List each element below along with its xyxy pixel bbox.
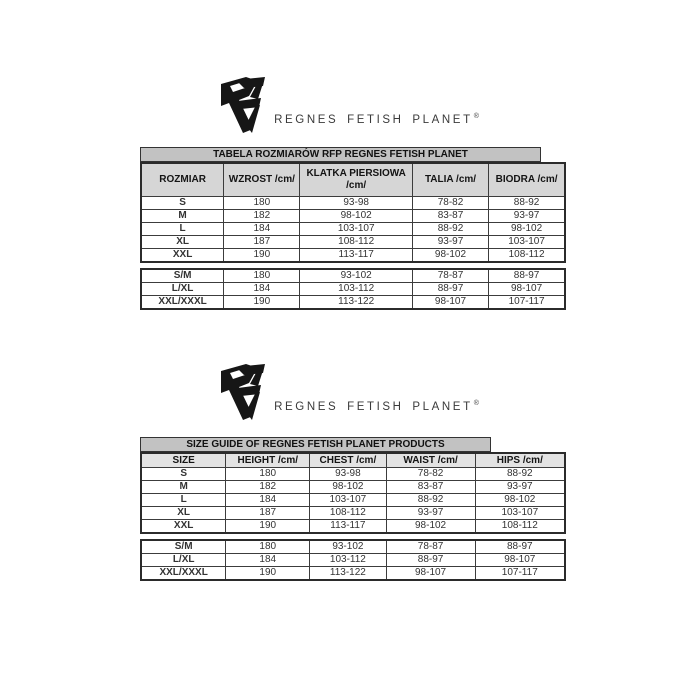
column-header-waist: WAIST /cm/ (386, 453, 475, 468)
value-cell: 83-87 (386, 481, 475, 494)
value-cell: 93-97 (475, 481, 565, 494)
value-cell: 93-102 (300, 269, 412, 283)
value-cell: 98-102 (475, 494, 565, 507)
value-cell: 98-102 (310, 481, 386, 494)
value-cell: 93-102 (310, 540, 386, 554)
value-cell: 98-107 (386, 567, 475, 581)
size-cell: XL (141, 507, 226, 520)
value-cell: 113-117 (310, 520, 386, 534)
value-cell: 98-102 (489, 223, 565, 236)
size-cell: XXL/XXXL (141, 296, 224, 310)
value-cell: 88-97 (386, 554, 475, 567)
size-cell: S/M (141, 269, 224, 283)
value-cell: 184 (226, 554, 310, 567)
value-cell: 88-92 (489, 197, 565, 210)
value-cell: 108-112 (475, 520, 565, 534)
table-row (141, 210, 565, 223)
value-cell: 83-87 (412, 210, 488, 223)
table-row (141, 507, 565, 520)
value-cell: 98-107 (475, 554, 565, 567)
size-cell: S (141, 197, 224, 210)
column-header-chest: CHEST /cm/ (310, 453, 386, 468)
value-cell: 190 (226, 520, 310, 534)
size-cell: L/XL (141, 283, 224, 296)
value-cell: 98-102 (386, 520, 475, 534)
value-cell: 98-107 (412, 296, 488, 310)
value-cell: 182 (224, 210, 300, 223)
registered-trademark-symbol: ® (473, 113, 479, 121)
table-row (141, 269, 565, 283)
table-row (141, 249, 565, 263)
column-header-rozmiar: ROZMIAR (141, 163, 224, 197)
value-cell: 88-97 (475, 540, 565, 554)
brand-wordmark (274, 113, 479, 126)
value-cell: 180 (226, 468, 310, 481)
table-row (141, 554, 565, 567)
table-row (141, 468, 565, 481)
value-cell: 103-107 (489, 236, 565, 249)
column-header-size: SIZE (141, 453, 226, 468)
value-cell: 187 (226, 507, 310, 520)
size-table-pl-combined (140, 268, 566, 310)
table-row (141, 296, 565, 310)
header-row (141, 453, 565, 468)
size-cell: S/M (141, 540, 226, 554)
brand-logo-top (0, 75, 700, 133)
value-cell: 103-112 (300, 283, 412, 296)
value-cell: 93-97 (412, 236, 488, 249)
value-cell: 190 (224, 296, 300, 310)
column-header-klatka: KLATKA PIERSIOWA /cm/ (300, 163, 412, 197)
value-cell: 103-107 (475, 507, 565, 520)
value-cell: 93-97 (386, 507, 475, 520)
table-row (141, 223, 565, 236)
size-cell: M (141, 210, 224, 223)
value-cell: 78-82 (386, 468, 475, 481)
value-cell: 113-122 (310, 567, 386, 581)
table-row (141, 540, 565, 554)
value-cell: 98-107 (489, 283, 565, 296)
value-cell: 182 (226, 481, 310, 494)
size-cell: XXL (141, 249, 224, 263)
column-header-hips: HIPS /cm/ (475, 453, 565, 468)
size-cell: M (141, 481, 226, 494)
size-cell: L/XL (141, 554, 226, 567)
value-cell: 103-112 (310, 554, 386, 567)
column-header-biodra: BIODRA /cm/ (489, 163, 565, 197)
value-cell: 107-117 (489, 296, 565, 310)
value-cell: 187 (224, 236, 300, 249)
table-row (141, 197, 565, 210)
size-table-en-main (140, 452, 566, 534)
value-cell: 113-122 (300, 296, 412, 310)
size-chart-polish (140, 147, 566, 310)
value-cell: 78-82 (412, 197, 488, 210)
brand-logo-bottom (0, 362, 700, 420)
table-row (141, 494, 565, 507)
table-row (141, 481, 565, 494)
value-cell: 184 (224, 283, 300, 296)
value-cell: 184 (224, 223, 300, 236)
value-cell: 88-92 (386, 494, 475, 507)
value-cell: 88-92 (412, 223, 488, 236)
value-cell: 103-107 (300, 223, 412, 236)
value-cell: 98-102 (412, 249, 488, 263)
brand-wordmark (274, 400, 479, 413)
size-cell: L (141, 494, 226, 507)
value-cell: 108-112 (310, 507, 386, 520)
size-cell: XXL/XXXL (141, 567, 226, 581)
table-row (141, 520, 565, 534)
value-cell: 88-97 (489, 269, 565, 283)
column-header-wzrost: WZROST /cm/ (224, 163, 300, 197)
brand-name: REGNES FETISH PLANET (274, 114, 473, 126)
value-cell: 88-92 (475, 468, 565, 481)
value-cell: 93-97 (489, 210, 565, 223)
value-cell: 98-102 (300, 210, 412, 223)
value-cell: 190 (224, 249, 300, 263)
size-cell: XL (141, 236, 224, 249)
size-cell: L (141, 223, 224, 236)
column-header-height: HEIGHT /cm/ (226, 453, 310, 468)
registered-trademark-symbol: ® (473, 400, 479, 408)
value-cell: 113-117 (300, 249, 412, 263)
size-table-en-combined (140, 539, 566, 581)
table-title-pl: TABELA ROZMIARÓW RFP REGNES FETISH PLANET (140, 147, 541, 162)
value-cell: 88-97 (412, 283, 488, 296)
size-cell: XXL (141, 520, 226, 534)
value-cell: 190 (226, 567, 310, 581)
value-cell: 180 (224, 269, 300, 283)
rfp-monogram-icon (221, 76, 267, 133)
table-row (141, 283, 565, 296)
value-cell: 93-98 (310, 468, 386, 481)
value-cell: 184 (226, 494, 310, 507)
column-header-talia: TALIA /cm/ (412, 163, 488, 197)
table-row (141, 236, 565, 249)
header-row (141, 163, 565, 197)
value-cell: 93-98 (300, 197, 412, 210)
value-cell: 78-87 (386, 540, 475, 554)
table-title-en: SIZE GUIDE OF REGNES FETISH PLANET PRODUCTS (140, 437, 491, 452)
value-cell: 108-112 (489, 249, 565, 263)
value-cell: 180 (226, 540, 310, 554)
value-cell: 180 (224, 197, 300, 210)
value-cell: 78-87 (412, 269, 488, 283)
value-cell: 107-117 (475, 567, 565, 581)
size-cell: S (141, 468, 226, 481)
value-cell: 108-112 (300, 236, 412, 249)
brand-name: REGNES FETISH PLANET (274, 401, 473, 413)
size-table-pl-main (140, 162, 566, 263)
size-chart-english (140, 437, 566, 581)
rfp-monogram-icon (221, 363, 267, 420)
table-row (141, 567, 565, 581)
value-cell: 103-107 (310, 494, 386, 507)
